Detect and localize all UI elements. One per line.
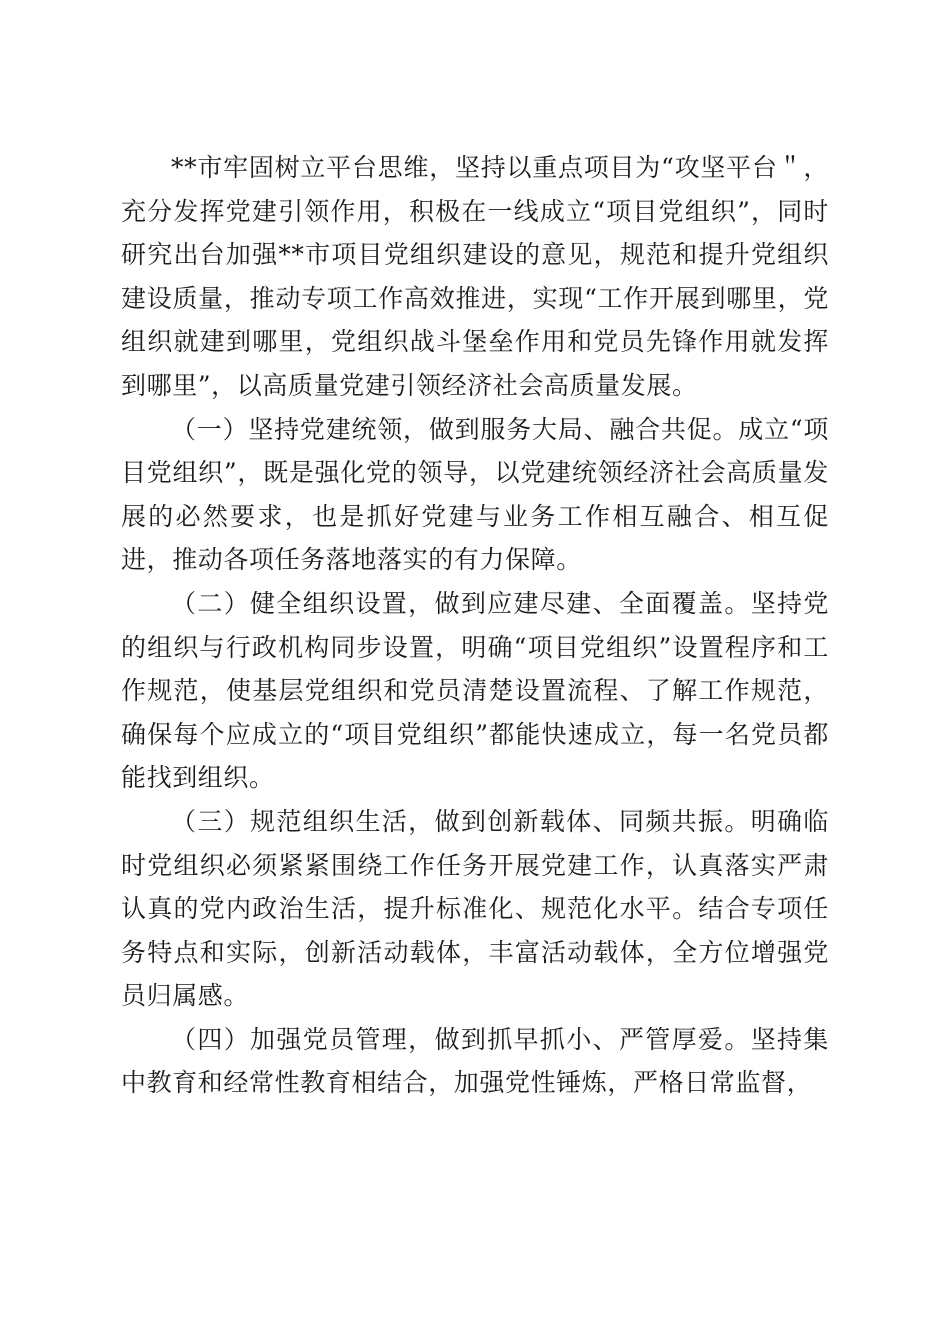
- paragraph-section-1: [121, 408, 829, 582]
- paragraph-section-4: [121, 1018, 829, 1105]
- paragraph-text: **市牢固树立平台思维，坚持以重点项目为“攻坚平台＂，充分发挥党建引领作用，积极在一线成立“项目党组织”，同时研究出台加强**市项目党组织建设的意见，规范和提升党组织建设质量，推动专项工作高效推进，实现“工作开展到哪里，党组织就建到哪里，党组织战斗堡垒作用和党员先锋作用就发挥到哪里”，以高质量党建引领经济社会高质量发展。: [121, 153, 829, 400]
- paragraph-text: 坚持党的组织与行政机构同步设置，明确“项目党组织”设置程序和工作规范，使基层党组织和党员清楚设置流程、了解工作规范，确保每个应成立的“项目党组织”都能快速成立，每一名党员都能找到组织。: [121, 588, 829, 793]
- document-body: [121, 146, 829, 1105]
- paragraph-heading: （三）规范组织生活，做到创新载体、同频共振。: [171, 806, 751, 836]
- paragraph-section-2: [121, 582, 829, 800]
- paragraph-heading: （二）健全组织设置，做到应建尽建、全面覆盖。: [171, 588, 751, 618]
- paragraph-section-3: [121, 800, 829, 1018]
- paragraph-text: 坚持集中教育和经常性教育相结合，加强党性锤炼，严格日常监督，: [121, 1024, 829, 1098]
- paragraph-text: 明确临时党组织必须紧紧围绕工作任务开展党建工作，认真落实严肃认真的党内政治生活，提升标准化、规范化水平。结合专项任务特点和实际，创新活动载体，丰富活动载体，全方位增强党员归属感。: [121, 806, 829, 1011]
- paragraph-text: 成立“项目党组织”，既是强化党的领导，以党建统领经济社会高质量发展的必然要求，也是抓好党建与业务工作相互融合、相互促进，推动各项任务落地落实的有力保障。: [121, 414, 829, 575]
- paragraph-heading: （四）加强党员管理，做到抓早抓小、严管厚爱。: [171, 1024, 751, 1054]
- paragraph-intro: [121, 146, 829, 408]
- paragraph-heading: （一）坚持党建统领，做到服务大局、融合共促。: [171, 414, 739, 444]
